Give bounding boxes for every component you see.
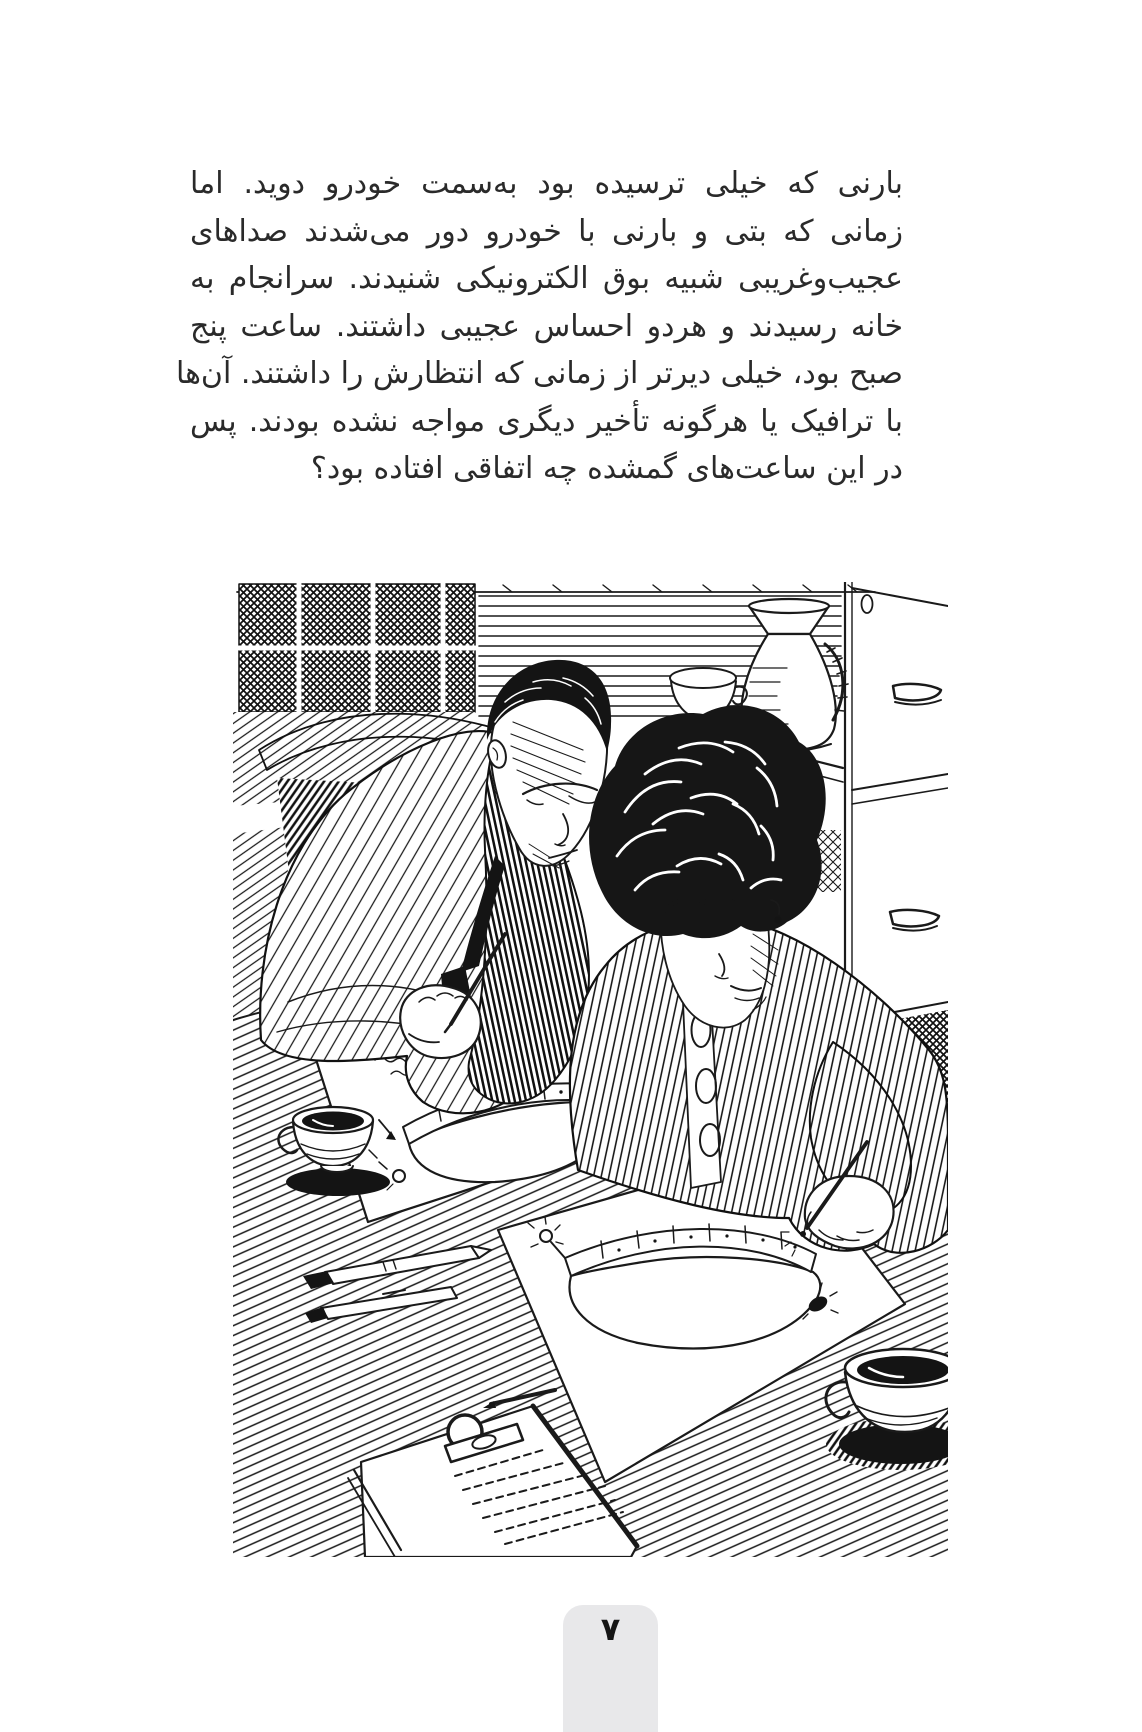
- page-number-badge: [563, 1605, 658, 1732]
- woman-sketching: [570, 705, 948, 1256]
- paragraph-line: بارنی که خیلی ترسیده بود به‌سمت خودرو دوید. اما: [190, 166, 903, 201]
- story-illustration: [233, 582, 948, 1557]
- paragraph-line: در این ساعت‌های گمشده چه اتفاقی افتاده بود؟: [310, 451, 903, 486]
- paragraph-line: عجیب‌وغریبی شبیه بوق الکترونیکی شنیدند. سرانجام به: [190, 261, 903, 296]
- story-paragraph: [175, 160, 903, 493]
- paragraph-line: خانه رسیدند و هردو احساس عجیبی داشتند. ساعت پنج: [190, 308, 903, 344]
- paragraph-line: با ترافیک یا هرگونه تأخیر دیگری مواجه نشده بودند. پس: [190, 403, 903, 439]
- paragraph-line: صبح بود، خیلی دیرتر از زمانی که انتظارش را داشتند. آن‌ها: [175, 356, 903, 391]
- paragraph-line: زمانی که بتی و بارنی با خودرو دور می‌شدند صداهای: [190, 213, 903, 249]
- page-number: ۷: [600, 1610, 621, 1648]
